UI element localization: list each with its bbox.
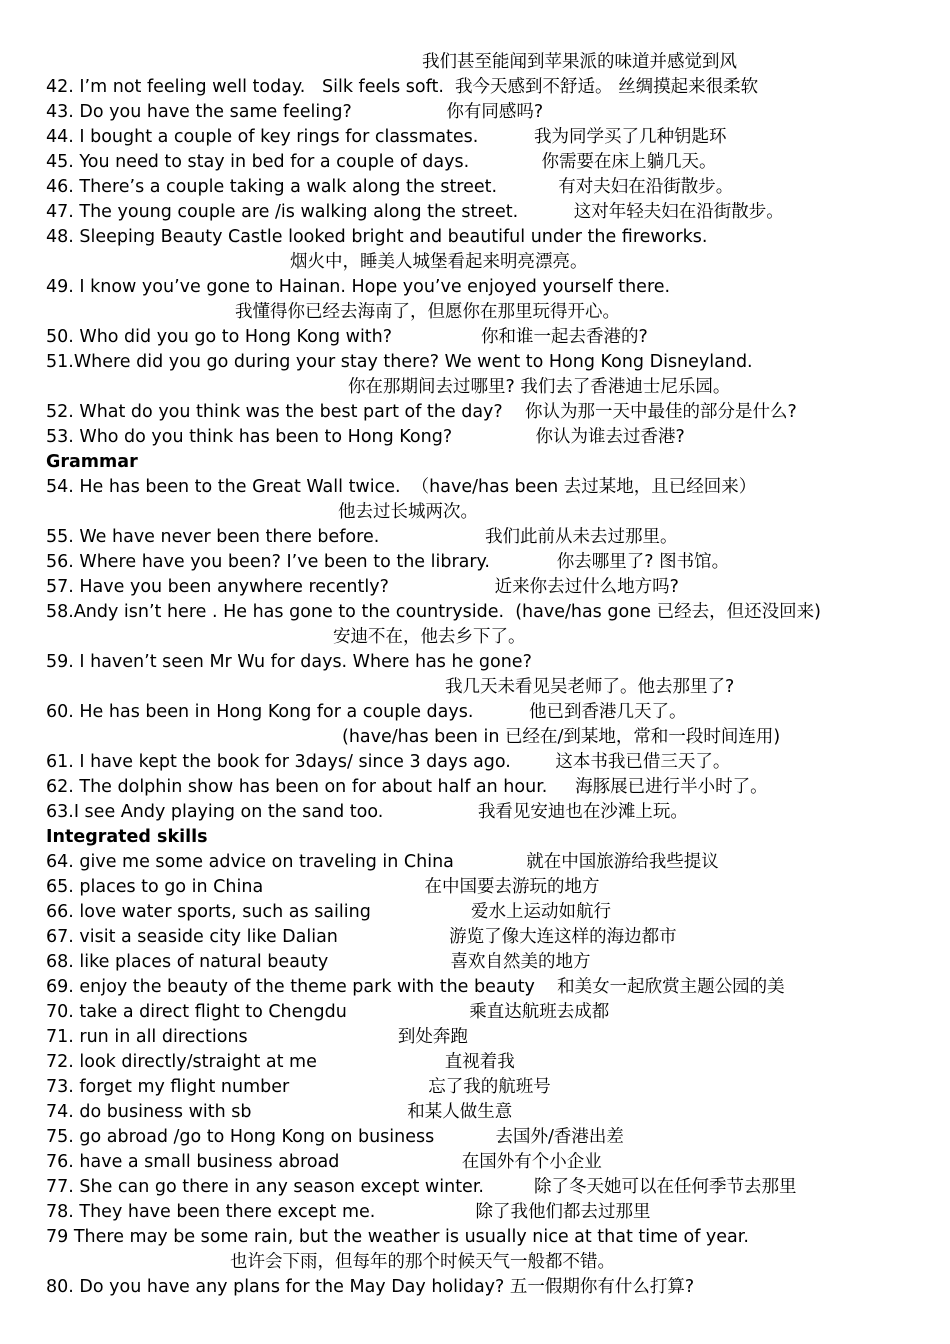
text-line: 45. You need to stay in bed for a couple of days. 你需要在床上躺几天。 bbox=[46, 152, 717, 172]
text-line: 他去过长城两次。 bbox=[338, 502, 478, 522]
text-line: 66. love water sports, such as sailing 爱水上运动如航行 bbox=[46, 902, 611, 922]
text-line: 77. She can go there in any season except winter. 除了冬天她可以在任何季节去那里 bbox=[46, 1177, 797, 1197]
text-line: 64. give me some advice on traveling in China 就在中国旅游给我些提议 bbox=[46, 852, 719, 872]
text-line: 57. Have you been anywhere recently? 近来你去过什么地方吗? bbox=[46, 577, 679, 597]
text-line: 60. He has been in Hong Kong for a couple days. 他已到香港几天了。 bbox=[46, 702, 687, 722]
text-line: 58.Andy isn’t here . He has gone to the countryside. (have/has gone 已经去，但还没回来) bbox=[46, 602, 821, 622]
text-line: 我几天未看见吴老师了。他去那里了? bbox=[445, 677, 735, 697]
text-line: 55. We have never been there before. 我们此前从未去过那里。 bbox=[46, 527, 678, 547]
text-line: 78. They have been there except me. 除了我他们都去过那里 bbox=[46, 1202, 651, 1222]
text-line: 56. Where have you been? I’ve been to the library. 你去哪里了? 图书馆。 bbox=[46, 552, 730, 572]
text-line: 70. take a direct flight to Chengdu 乘直达航班去成都 bbox=[46, 1002, 610, 1022]
text-line: 我懂得你已经去海南了，但愿你在那里玩得开心。 bbox=[235, 302, 620, 322]
text-line: 75. go abroad /go to Hong Kong on business 去国外/香港出差 bbox=[46, 1127, 624, 1147]
text-line: 76. have a small business abroad 在国外有个小企业 bbox=[46, 1152, 602, 1172]
text-line: 43. Do you have the same feeling? 你有同感吗? bbox=[46, 102, 544, 122]
text-line: 71. run in all directions 到处奔跑 bbox=[46, 1027, 468, 1047]
text-line: 54. He has been to the Great Wall twice. （have/has been 去过某地，且已经回来） bbox=[46, 477, 757, 497]
text-line: 52. What do you think was the best part of the day? 你认为那一天中最佳的部分是什么? bbox=[46, 402, 797, 422]
text-line: 68. like places of natural beauty 喜欢自然美的地方 bbox=[46, 952, 591, 972]
text-line: 63.I see Andy playing on the sand too. 我看见安迪也在沙滩上玩。 bbox=[46, 802, 688, 822]
text-line: 我们甚至能闻到苹果派的味道并感觉到风 bbox=[422, 52, 737, 72]
text-line: 48. Sleeping Beauty Castle looked bright and beautiful under the fireworks. bbox=[46, 227, 708, 247]
text-line: 59. I haven’t seen Mr Wu for days. Where has he gone? bbox=[46, 652, 532, 672]
text-line: 79 There may be some rain, but the weather is usually nice at that time of year. bbox=[46, 1227, 749, 1247]
text-line: 50. Who did you go to Hong Kong with? 你和谁一起去香港的? bbox=[46, 327, 648, 347]
text-line: 51.Where did you go during your stay there? We went to Hong Kong Disneyland. bbox=[46, 352, 753, 372]
text-line: 烟火中，睡美人城堡看起来明亮漂亮。 bbox=[290, 252, 588, 272]
text-line: 67. visit a seaside city like Dalian 游览了像大连这样的海边都市 bbox=[46, 927, 677, 947]
text-line: 53. Who do you think has been to Hong Kong? 你认为谁去过香港? bbox=[46, 427, 685, 447]
text-line: 65. places to go in China 在中国要去游玩的地方 bbox=[46, 877, 600, 897]
text-line: 42. I’m not feeling well today. Silk feels soft. 我今天感到不舒适。 丝绸摸起来很柔软 bbox=[46, 77, 759, 97]
text-line: (have/has been in 已经在/到某地，常和一段时间连用) bbox=[342, 727, 781, 747]
text-line: 49. I know you’ve gone to Hainan. Hope you’ve enjoyed yourself there. bbox=[46, 277, 671, 297]
section-heading-integrated-skills: Integrated skills bbox=[46, 827, 208, 847]
text-line: 46. There’s a couple taking a walk along the street. 有对夫妇在沿街散步。 bbox=[46, 177, 734, 197]
text-line: 47. The young couple are /is walking along the street. 这对年轻夫妇在沿街散步。 bbox=[46, 202, 784, 222]
text-line: 69. enjoy the beauty of the theme park with the beauty 和美女一起欣赏主题公园的美 bbox=[46, 977, 785, 997]
text-line: 44. I bought a couple of key rings for classmates. 我为同学买了几种钥匙环 bbox=[46, 127, 727, 147]
text-line: 74. do business with sb 和某人做生意 bbox=[46, 1102, 513, 1122]
text-line: 也许会下雨，但每年的那个时候天气一般都不错。 bbox=[230, 1252, 615, 1272]
text-line: 你在那期间去过哪里? 我们去了香港迪士尼乐园。 bbox=[348, 377, 731, 397]
section-heading-grammar: Grammar bbox=[46, 452, 138, 472]
text-line: 73. forget my flight number 忘了我的航班号 bbox=[46, 1077, 551, 1097]
text-line: 61. I have kept the book for 3days/ since 3 days ago. 这本书我已借三天了。 bbox=[46, 752, 731, 772]
text-line: 安迪不在，他去乡下了。 bbox=[333, 627, 526, 647]
text-line: 80. Do you have any plans for the May Day holiday? 五一假期你有什么打算? bbox=[46, 1277, 695, 1297]
text-line: 72. look directly/straight at me 直视着我 bbox=[46, 1052, 515, 1072]
text-line: 62. The dolphin show has been on for about half an hour. 海豚展已进行半小时了。 bbox=[46, 777, 768, 797]
